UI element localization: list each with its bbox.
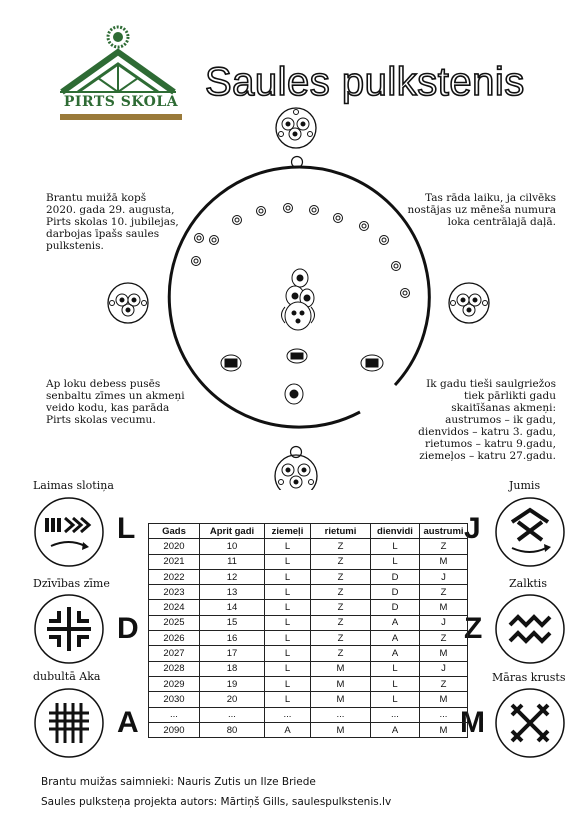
table-cell: Z xyxy=(311,585,371,600)
logo-text: PIRTS SKOLA xyxy=(63,94,179,110)
table-cell: L xyxy=(371,661,420,676)
table-cell: 2090 xyxy=(149,722,200,737)
table-cell: L xyxy=(265,692,311,707)
table-cell: M xyxy=(420,692,468,707)
symbol-label-laimas-slotina: Laimas slotiņa xyxy=(33,479,114,492)
table-cell: Z xyxy=(311,615,371,630)
table-cell: 2021 xyxy=(149,554,200,569)
table-cell: J xyxy=(420,615,468,630)
table-cell: D xyxy=(371,569,420,584)
table-cell: D xyxy=(371,600,420,615)
symbol-letter-l: L xyxy=(117,512,136,545)
table-cell: Z xyxy=(311,631,371,646)
table-cell: 2024 xyxy=(149,600,200,615)
table-row xyxy=(149,722,468,737)
table-cell: A xyxy=(265,722,311,737)
symbol-letter-d: D xyxy=(117,612,139,645)
table-cell: 17 xyxy=(200,646,265,661)
footer-author: Saules pulksteņa projekta autors: Mārtiņš Gills, saulespulkstenis.lv xyxy=(41,796,392,808)
jumis-icon xyxy=(494,496,566,568)
year-stones xyxy=(221,349,383,404)
text-line: Pirts skolas vecumu. xyxy=(46,414,156,426)
table-cell: 13 xyxy=(200,585,265,600)
table-cell: ... xyxy=(265,707,311,722)
table-cell: 19 xyxy=(200,676,265,691)
table-cell: 16 xyxy=(200,631,265,646)
table-cell: 2023 xyxy=(149,585,200,600)
table-cell: ... xyxy=(420,707,468,722)
table-cell: L xyxy=(371,554,420,569)
footer-owners: Brantu muižas saimnieki: Nauris Zutis un Ilze Briede xyxy=(41,776,316,788)
dubulta-aka-icon xyxy=(33,687,105,759)
table-cell: L xyxy=(265,569,311,584)
table-row xyxy=(149,631,468,646)
zalktis-icon xyxy=(494,593,566,665)
table-cell: M xyxy=(420,554,468,569)
table-row xyxy=(149,646,468,661)
table-cell: 11 xyxy=(200,554,265,569)
table-row xyxy=(149,585,468,600)
symbol-letter-j: J xyxy=(464,512,481,545)
table-cell: L xyxy=(265,676,311,691)
table-header: ziemeļi xyxy=(265,524,311,539)
table-header: Gads xyxy=(149,524,200,539)
text-line: rietumos – katru 9.gadu, xyxy=(425,438,556,450)
table-row xyxy=(149,615,468,630)
table-cell: 2030 xyxy=(149,692,200,707)
dzivibas-zime-icon xyxy=(33,593,105,665)
east-stone-group xyxy=(449,283,489,323)
table-cell: L xyxy=(371,539,420,554)
laimas-slotina-icon xyxy=(33,496,105,568)
table-cell: J xyxy=(420,569,468,584)
text-bottom-right xyxy=(418,378,556,462)
table-cell: Z xyxy=(311,554,371,569)
center-stones xyxy=(282,269,315,330)
table-row xyxy=(149,539,468,554)
text-bottom-left xyxy=(46,378,185,426)
table-cell: L xyxy=(265,661,311,676)
table-cell: A xyxy=(371,646,420,661)
table-cell: 2028 xyxy=(149,661,200,676)
table-cell: 80 xyxy=(200,722,265,737)
table-cell: 20 xyxy=(200,692,265,707)
table-header: dienvidi xyxy=(371,524,420,539)
table-cell: 2020 xyxy=(149,539,200,554)
text-line: Ap loku debess pusēs xyxy=(46,378,161,390)
table-cell: M xyxy=(420,722,468,737)
table-cell: 10 xyxy=(200,539,265,554)
table-cell: L xyxy=(371,676,420,691)
maras-krusts-icon xyxy=(494,687,566,759)
table-cell: A xyxy=(371,615,420,630)
table-cell: Z xyxy=(311,539,371,554)
text-line: Tas rāda laiku, ja cilvēks xyxy=(425,192,556,204)
table-cell: D xyxy=(371,585,420,600)
table-cell: L xyxy=(265,585,311,600)
table-cell: L xyxy=(265,554,311,569)
symbol-letter-m: M xyxy=(460,706,485,739)
text-line: 2020. gada 29. augusta, xyxy=(46,204,175,216)
table-cell: L xyxy=(265,631,311,646)
table-row xyxy=(149,600,468,615)
text-line: Pirts skolas 10. jubilejas, xyxy=(46,216,179,228)
text-line: veido kodu, kas parāda xyxy=(46,402,170,414)
table-row xyxy=(149,676,468,691)
north-stone-group xyxy=(276,108,316,148)
symbol-letter-a: A xyxy=(117,706,139,739)
table-cell: M xyxy=(311,676,371,691)
table-cell: 12 xyxy=(200,569,265,584)
text-line: pulkstenis. xyxy=(46,240,104,252)
symbol-label-zalktis: Zalktis xyxy=(509,577,547,590)
table-cell: ... xyxy=(371,707,420,722)
table-cell: 14 xyxy=(200,600,265,615)
symbol-label-dubulta-aka: dubultā Aka xyxy=(33,670,101,683)
table-cell: Z xyxy=(420,585,468,600)
symbol-letter-z: Z xyxy=(464,612,483,645)
text-top-left xyxy=(46,192,179,252)
table-cell: A xyxy=(371,631,420,646)
table-cell: Z xyxy=(420,631,468,646)
text-line: Ik gadu tieši saulgriežos xyxy=(426,378,556,390)
table-cell: 2029 xyxy=(149,676,200,691)
text-line: tiek pārlikti gadu xyxy=(464,390,556,402)
table-row xyxy=(149,569,468,584)
table-header: Aprit gadi xyxy=(200,524,265,539)
table-cell: 2025 xyxy=(149,615,200,630)
table-cell: Z xyxy=(311,600,371,615)
text-line: ziemeļos – katru 27.gadu. xyxy=(419,450,556,462)
text-line: skaitīšanas akmeņi: xyxy=(451,402,556,414)
table-cell: L xyxy=(371,692,420,707)
table-cell: M xyxy=(311,722,371,737)
table-cell: 18 xyxy=(200,661,265,676)
table-cell: ... xyxy=(149,707,200,722)
text-line: loka centrālajā daļā. xyxy=(447,216,556,228)
text-line: darbojas īpašs saules xyxy=(46,228,160,240)
text-top-right xyxy=(408,192,556,228)
year-stone-table xyxy=(148,523,468,738)
table-cell: A xyxy=(371,722,420,737)
table-cell: M xyxy=(311,692,371,707)
table-cell: J xyxy=(420,661,468,676)
table-header-row xyxy=(149,524,468,539)
table-cell: 2022 xyxy=(149,569,200,584)
table-row xyxy=(149,554,468,569)
table-row xyxy=(149,707,468,722)
table-cell: M xyxy=(420,600,468,615)
table-cell: L xyxy=(265,646,311,661)
table-row xyxy=(149,692,468,707)
table-cell: Z xyxy=(311,646,371,661)
text-line: senbaltu zīmes un akmeņi xyxy=(46,390,185,402)
text-line: nostājas uz mēneša numura xyxy=(407,204,556,216)
symbol-label-jumis: Jumis xyxy=(509,479,541,492)
table-cell: M xyxy=(420,646,468,661)
table-cell: Z xyxy=(311,569,371,584)
table-cell: M xyxy=(311,661,371,676)
south-stone-group xyxy=(275,447,317,491)
table-cell: ... xyxy=(311,707,371,722)
table-cell: L xyxy=(265,615,311,630)
text-line: dienvidos – katru 3. gadu, xyxy=(418,426,556,438)
table-cell: 2027 xyxy=(149,646,200,661)
table-header: austrumi xyxy=(420,524,468,539)
west-stone-group xyxy=(108,283,148,323)
symbol-label-maras-krusts: Māras krusts xyxy=(492,671,566,684)
text-line: Brantu muižā kopš xyxy=(46,192,147,204)
table-cell: 2026 xyxy=(149,631,200,646)
text-line: austrumos – ik gadu, xyxy=(445,414,556,426)
table-cell: L xyxy=(265,600,311,615)
table-cell: Z xyxy=(420,676,468,691)
table-header: rietumi xyxy=(311,524,371,539)
table-row xyxy=(149,661,468,676)
page-title: Saules pulkstenis xyxy=(205,60,525,104)
table-cell: 15 xyxy=(200,615,265,630)
table-cell: L xyxy=(265,539,311,554)
table-cell: Z xyxy=(420,539,468,554)
symbol-label-dzivibas-zime: Dzīvības zīme xyxy=(33,577,110,590)
table-cell: ... xyxy=(200,707,265,722)
